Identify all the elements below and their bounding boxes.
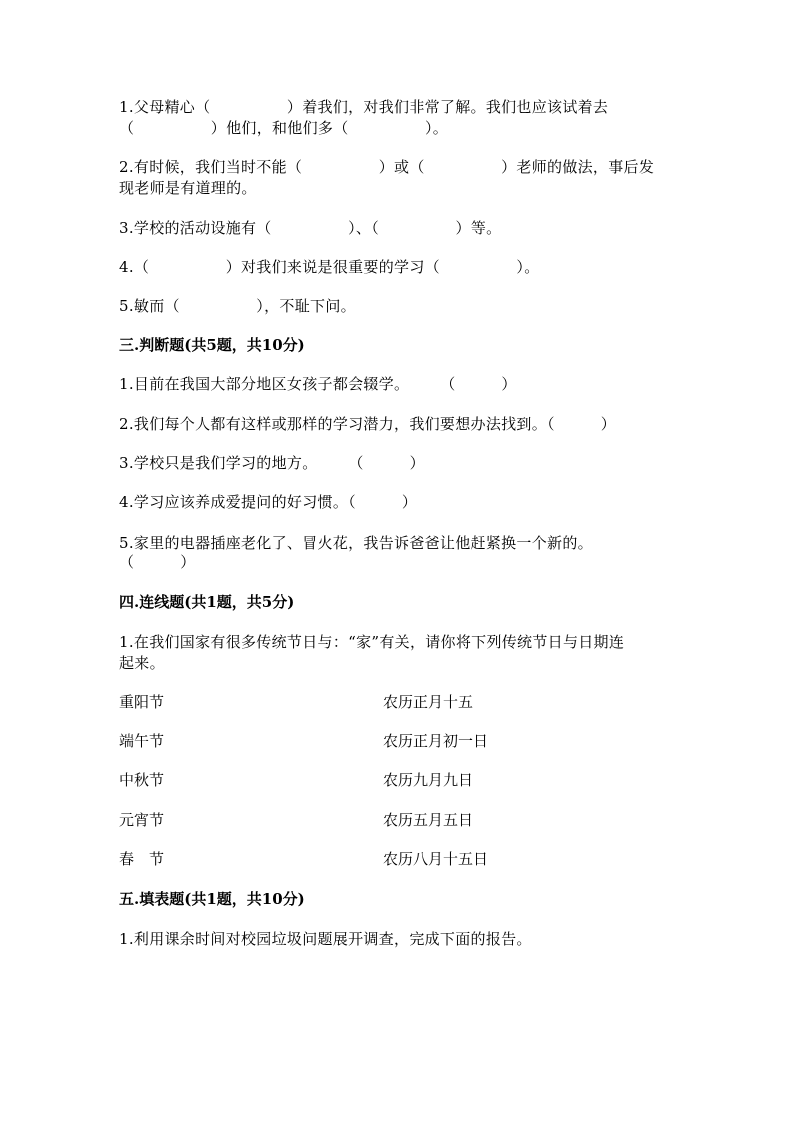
festival-item: 春 节 bbox=[119, 850, 165, 868]
judge-question-2: 2.我们每个人都有这样或那样的学习潜力，我们要想办法找到。（ ） bbox=[119, 415, 617, 433]
match-question-line-1: 1.在我们国家有很多传统节日与：“家”有关，请你将下列传统节日与日期连 bbox=[119, 633, 625, 651]
fill-question-5: 5.敏而（ ），不耻下问。 bbox=[119, 297, 356, 315]
festival-item: 元宵节 bbox=[119, 811, 165, 829]
judge-question-3: 3.学校只是我们学习的地方。 （ ） bbox=[119, 454, 425, 472]
judge-question-5-line-1: 5.家里的电器插座老化了、冒火花，我告诉爸爸让他赶紧换一个新的。 bbox=[119, 534, 593, 552]
date-item: 农历五月五日 bbox=[383, 811, 474, 829]
section-4-heading: 四.连线题(共1题，共5分) bbox=[119, 593, 295, 611]
festival-item: 重阳节 bbox=[119, 693, 165, 711]
fill-question-2-line-1: 2.有时候，我们当时不能（ ）或（ ）老师的做法，事后发 bbox=[119, 158, 655, 176]
date-item: 农历九月九日 bbox=[383, 771, 474, 789]
section-5-heading: 五.填表题(共1题，共10分) bbox=[119, 890, 305, 908]
judge-question-4: 4.学习应该养成爱提问的好习惯。（ ） bbox=[119, 493, 418, 511]
fill-question-1-line-2: （ ）他们，和他们多（ ）。 bbox=[119, 119, 449, 137]
match-question-line-2: 起来。 bbox=[119, 654, 165, 672]
date-item: 农历正月初一日 bbox=[383, 732, 489, 750]
fill-question-2-line-2: 现老师是有道理的。 bbox=[119, 179, 257, 197]
section-3-heading: 三.判断题(共5题，共10分) bbox=[119, 336, 305, 354]
judge-question-1: 1.目前在我国大部分地区女孩子都会辍学。 （ ） bbox=[119, 375, 517, 393]
fill-question-3: 3.学校的活动设施有（ ）、（ ）等。 bbox=[119, 219, 502, 237]
date-item: 农历正月十五 bbox=[383, 693, 474, 711]
festival-item: 端午节 bbox=[119, 732, 165, 750]
fill-question-1-line-1: 1.父母精心（ ）着我们，对我们非常了解。我们也应该试着去 bbox=[119, 98, 609, 116]
judge-question-5-line-2: （ ） bbox=[119, 553, 196, 571]
festival-item: 中秋节 bbox=[119, 771, 165, 789]
table-question-1: 1.利用课余时间对校园垃圾问题展开调查，完成下面的报告。 bbox=[119, 930, 532, 948]
fill-question-4: 4.（ ）对我们来说是很重要的学习（ ）。 bbox=[119, 258, 540, 276]
date-item: 农历八月十五日 bbox=[383, 850, 489, 868]
